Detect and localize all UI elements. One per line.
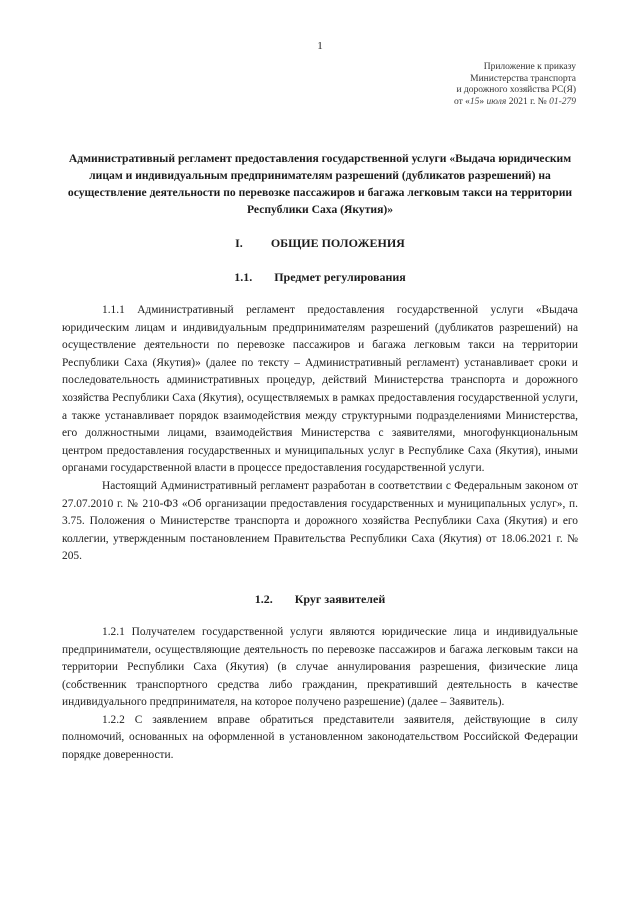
order-prefix: от « xyxy=(454,96,470,107)
section-number: I. xyxy=(235,236,243,250)
section-heading xyxy=(62,234,578,252)
appendix-line-3: и дорожного хозяйства РС(Я) xyxy=(456,85,576,95)
order-month: июля xyxy=(486,96,507,107)
section-title: ОБЩИЕ ПОЛОЖЕНИЯ xyxy=(270,236,405,250)
document-body xyxy=(62,150,578,765)
document-title: Административный регламент предоставления государственной услуги «Выдача юридическим лицам и индивидуальным предпринимателям разрешений (дубликатов разрешений) на осуществление деятельности по перевозке пассажиров и багажа легковым такси на территории Республики Саха (Якутия)» xyxy=(67,152,573,216)
subsection-heading-1-1 xyxy=(62,268,578,286)
order-number: 01-279 xyxy=(549,96,576,107)
paragraph-1-2-2: 1.2.2 С заявлением вправе обратиться представители заявителя, действующие в силу полномочий, основанных на оформленной в установленном законодательством Российской Федерации порядке доверенности. xyxy=(62,713,578,762)
subsection-title: Круг заявителей xyxy=(294,591,386,606)
appendix-line-2: Министерства транспорта xyxy=(470,73,576,84)
appendix-note xyxy=(376,62,576,108)
paragraph-1-1-2: Настоящий Административный регламент разработан в соответствии с Федеральным законом от 27.07.2010 г. № 210-ФЗ «Об организации предоставления государственных и муниципальных услуг», п. 3.75. Положения о Министерстве транспорта и дорожного хозяйства Республики Саха (Якутия) и его коллегии, утвержденным постановлением Правительства Республики Саха (Якутия) от 18.06.2021 г. № 205. xyxy=(62,479,578,563)
paragraph-1-1-1: 1.1.1 Административный регламент предоставления государственной услуги «Выдача юридическим лицам и индивидуальным предпринимателям разрешений (дубликатов разрешений) на осуществление деятельности по перевозке пассажиров и багажа легковым такси на территории Республики Саха (Якутия)» (далее по тексту – Административный регламент) устанавливает сроки и последовательность административных процедур, действий Министерства транспорта и дорожного хозяйства Республики Саха (Якутия), осуществляемых в рамках предоставления государственной услуги, а также устанавливает порядок взаимодействия между структурными подразделениями Министерства, его должностными лицами, взаимодействия Министерства с заявителями, многофункциональным центром предоставления государственных и муниципальных услуг в Республике Саха (Якутия), иными органами государственной власти в процессе предоставления государственной услуги. xyxy=(62,304,578,475)
subsection-title: Предмет регулирования xyxy=(274,270,406,284)
order-year: 2021 г. № xyxy=(508,96,547,107)
order-reference xyxy=(376,97,576,109)
subsection-heading-1-2 xyxy=(62,590,578,608)
order-day: 15 xyxy=(469,96,480,107)
paragraph-1-2-1: 1.2.1 Получателем государственной услуги являются юридические лица и индивидуальные предприниматели, осуществляющие деятельность по перевозке пассажиров и багажа легковым такси на территории Республики Саха (Якутия) (в случае аннулирования разрешения, физические лица (собственник транспортного средства либо гражданин, прекративший деятельность в качестве индивидуального предпринимателя, на которое получено разрешение) (далее – Заявитель). xyxy=(62,625,578,709)
page-number: 1 xyxy=(317,40,323,52)
subsection-number: 1.1. xyxy=(234,270,253,284)
appendix-line-1: Приложение к приказу xyxy=(483,62,576,72)
subsection-number: 1.2. xyxy=(254,591,273,606)
order-middle: » xyxy=(479,96,485,107)
